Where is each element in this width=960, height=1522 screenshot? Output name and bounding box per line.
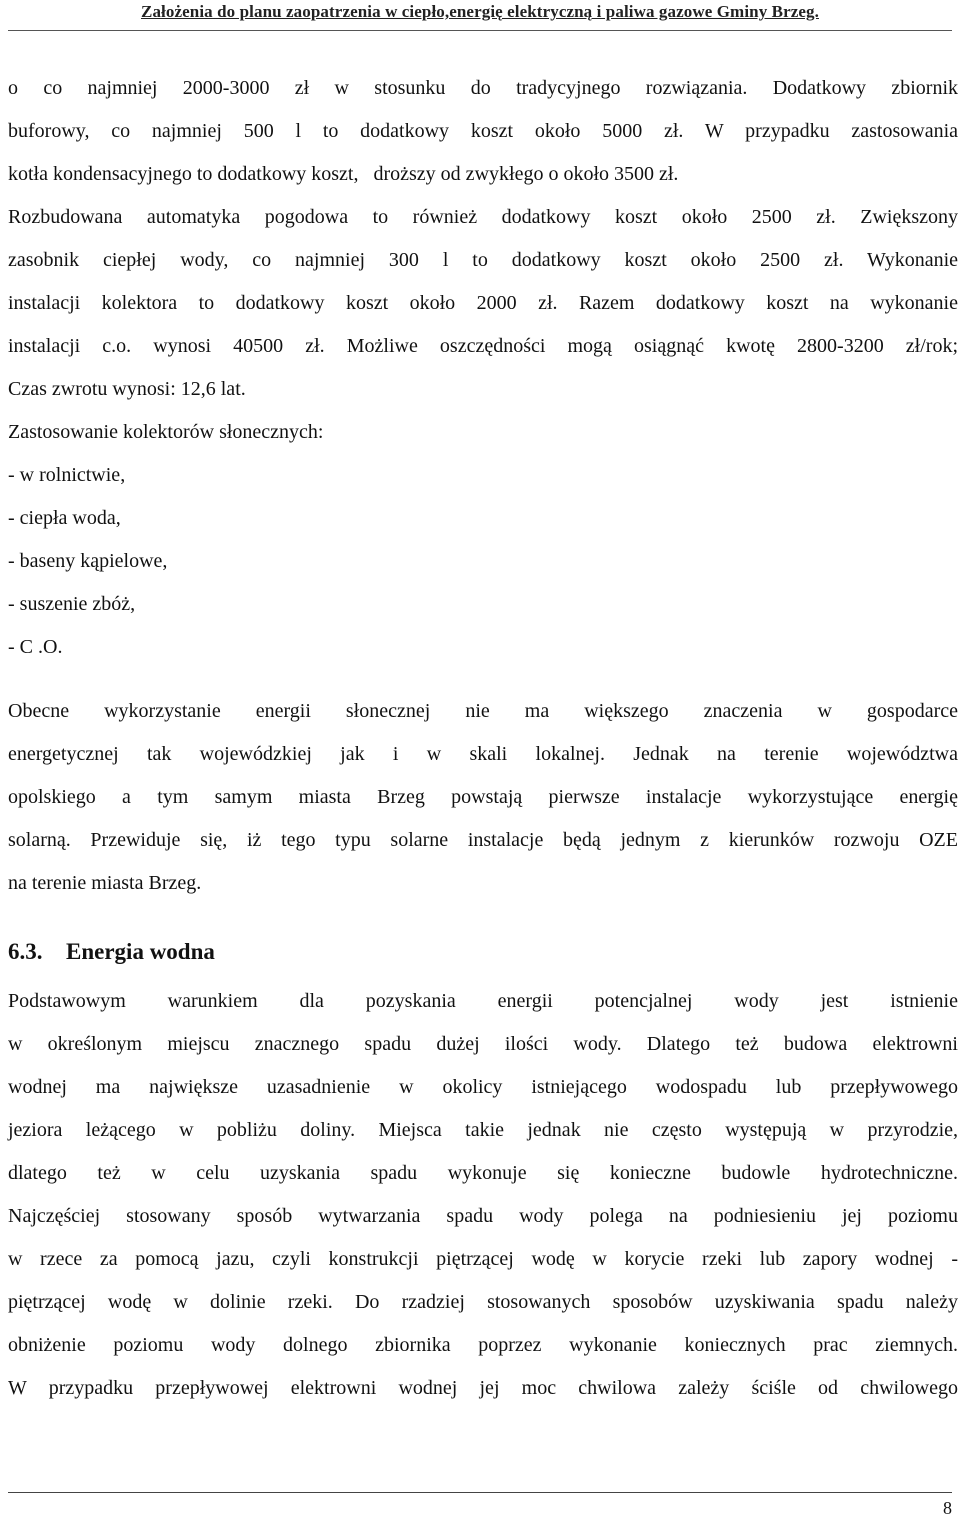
- spacer: [8, 905, 958, 937]
- list-item: - ciepła woda,: [8, 507, 121, 529]
- text-line: obniżenie poziomu wody dolnego zbiornika poprzez wykonanie koniecznych prac ziemnych.: [8, 1334, 958, 1356]
- list-item: - baseny kąpielowe,: [8, 550, 168, 572]
- text-line: opolskiego a tym samym miasta Brzeg powstają pierwsze instalacje wykorzystujące energię: [8, 786, 958, 808]
- text-line: w określonym miejscu znacznego spadu dużej ilości wody. Dlatego też budowa elektrowni: [8, 1033, 958, 1055]
- list-item: - suszenie zbóż,: [8, 593, 136, 615]
- text-line: instalacji c.o. wynosi 40500 zł. Możliwe oszczędności mogą osiągnąć kwotę 2800-3200 zł/rok;: [8, 335, 958, 357]
- text-line: w rzece za pomocą jazu, czyli konstrukcji piętrzącej wodę w korycie rzeki lub zapory wodnej -: [8, 1248, 958, 1270]
- text-line: Obecne wykorzystanie energii słonecznej nie ma większego znaczenia w gospodarce: [8, 700, 958, 722]
- text-line: o co najmniej 2000-3000 zł w stosunku do tradycyjnego rozwiązania. Dodatkowy zbiornik: [8, 77, 958, 99]
- text-line: Czas zwrotu wynosi: 12,6 lat.: [8, 378, 246, 400]
- section-title: Energia wodna: [66, 939, 215, 964]
- footer-divider: [8, 1492, 952, 1493]
- text-line: buforowy, co najmniej 500 l to dodatkowy koszt około 5000 zł. W przypadku zastosowania: [8, 120, 958, 142]
- text-line: dlatego też w celu uzyskania spadu wykonuje się konieczne budowle hydrotechniczne.: [8, 1162, 958, 1184]
- list-item: - w rolnictwie,: [8, 464, 126, 486]
- text-line: Rozbudowana automatyka pogodowa to również dodatkowy koszt około 2500 zł. Zwiększony: [8, 206, 958, 228]
- text-line: W przypadku przepływowej elektrowni wodnej jej moc chwilowa zależy ściśle od chwilowego: [8, 1377, 958, 1399]
- text-line: na terenie miasta Brzeg.: [8, 872, 202, 894]
- section-number: 6.3.: [8, 939, 43, 964]
- text-line: jeziora leżącego w pobliżu doliny. Miejsca takie jednak nie często występują w przyrodzie,: [8, 1119, 958, 1141]
- paragraph-water: [8, 980, 958, 1410]
- paragraph-solar: [8, 690, 958, 905]
- list-item: - C .O.: [8, 636, 63, 658]
- text-line: zasobnik ciepłej wody, co najmniej 300 l to dodatkowy koszt około 2500 zł. Wykonanie: [8, 249, 958, 271]
- text-line: solarną. Przewiduje się, iż tego typu solarne instalacje będą jednym z kierunków rozwoju OZE: [8, 829, 958, 851]
- section-heading: [8, 937, 958, 967]
- text-line: wodnej ma największe uzasadnienie w okolicy istniejącego wodospadu lub przepływowego: [8, 1076, 958, 1098]
- text-line: Podstawowym warunkiem dla pozyskania energii potencjalnej wody jest istnienie: [8, 990, 958, 1012]
- page-content: [8, 67, 958, 1410]
- applications-list: [8, 454, 958, 669]
- text-line: Najczęściej stosowany sposób wytwarzania spadu wody polega na podniesieniu jej poziomu: [8, 1205, 958, 1227]
- paragraph-costs: [8, 67, 958, 411]
- text-line: piętrzącej wodę w dolinie rzeki. Do rzadziej stosowanych sposobów uzyskiwania spadu należy: [8, 1291, 958, 1313]
- spacer: [8, 669, 958, 690]
- applications-label: Zastosowanie kolektorów słonecznych:: [8, 421, 324, 443]
- text-line: instalacji kolektora to dodatkowy koszt około 2000 zł. Razem dodatkowy koszt na wykonanie: [8, 292, 958, 314]
- text-line: energetycznej tak wojewódzkiej jak i w skali lokalnej. Jednak na terenie województwa: [8, 743, 958, 765]
- page-number: 8: [943, 1498, 952, 1518]
- running-header: Założenia do planu zaopatrzenia w ciepło,energię elektryczną i paliwa gazowe Gminy Brzeg.: [141, 2, 819, 21]
- text-line: kotła kondensacyjnego to dodatkowy koszt, droższy od zwykłego o około 3500 zł.: [8, 163, 679, 185]
- header-divider: [8, 30, 952, 31]
